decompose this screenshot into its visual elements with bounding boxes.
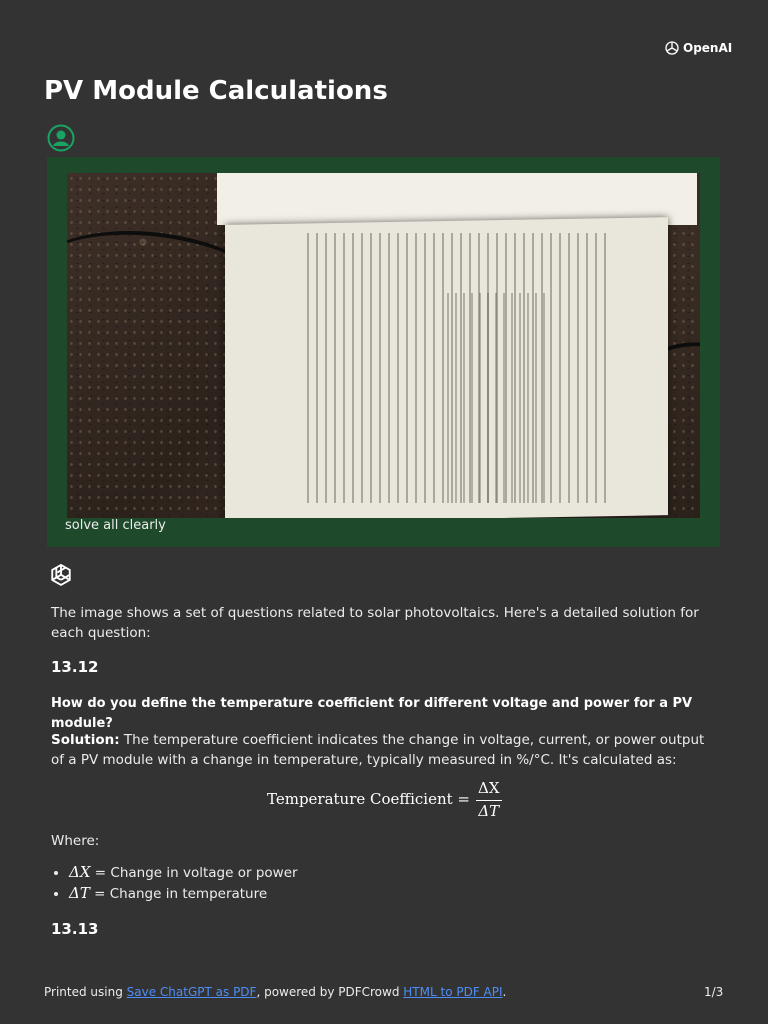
definition-symbol: ΔT <box>69 883 90 902</box>
definition-text: = Change in temperature <box>89 885 268 902</box>
solution-text: The temperature coefficient indicates the change in voltage, current, or power output of a PV module with a change in temperature, typically measured in %/°C. It's calculated as: <box>51 732 705 768</box>
where-label: Where: <box>51 833 100 849</box>
openai-icon <box>664 40 680 56</box>
section-heading: 13.13 <box>51 920 99 938</box>
html-to-pdf-link[interactable]: HTML to PDF API <box>403 985 503 999</box>
footer-middle: , powered by PDFCrowd <box>256 985 404 999</box>
user-message-text: solve all clearly <box>65 518 166 533</box>
print-footer <box>44 985 506 999</box>
formula-lhs: Temperature Coefficient = <box>267 790 470 809</box>
formula-numerator: ΔX <box>476 779 502 801</box>
footer-prefix: Printed using <box>44 985 127 999</box>
definition-list <box>51 863 298 904</box>
footer-suffix: . <box>502 985 507 999</box>
formula-fraction <box>476 779 502 821</box>
page-title: PV Module Calculations <box>44 76 388 106</box>
definition-text: = Change in voltage or power <box>90 865 298 881</box>
book-text-block <box>447 293 547 503</box>
solution-paragraph <box>51 731 721 770</box>
user-avatar-icon <box>47 124 75 152</box>
formula-denominator: ΔT <box>478 801 500 820</box>
uploaded-photo[interactable] <box>67 173 700 518</box>
openai-logo <box>664 40 732 56</box>
definition-symbol: ΔX <box>69 863 91 881</box>
solution-label: Solution: <box>51 732 120 748</box>
temperature-coefficient-formula <box>267 779 502 821</box>
list-item <box>69 884 298 905</box>
section-heading: 13.12 <box>51 658 99 676</box>
question-text: How do you define the temperature coefficient for different voltage and power for a PV module? <box>51 696 693 731</box>
page-number: 1/3 <box>704 985 724 999</box>
assistant-avatar-icon <box>47 562 75 590</box>
intro-paragraph: The image shows a set of questions related to solar photovoltaics. Here's a detailed solution for each question: <box>51 605 699 641</box>
user-message-card <box>47 157 720 547</box>
brand-name: OpenAI <box>683 41 733 55</box>
list-item <box>69 863 298 884</box>
save-chatgpt-link[interactable]: Save ChatGPT as PDF <box>126 985 257 999</box>
